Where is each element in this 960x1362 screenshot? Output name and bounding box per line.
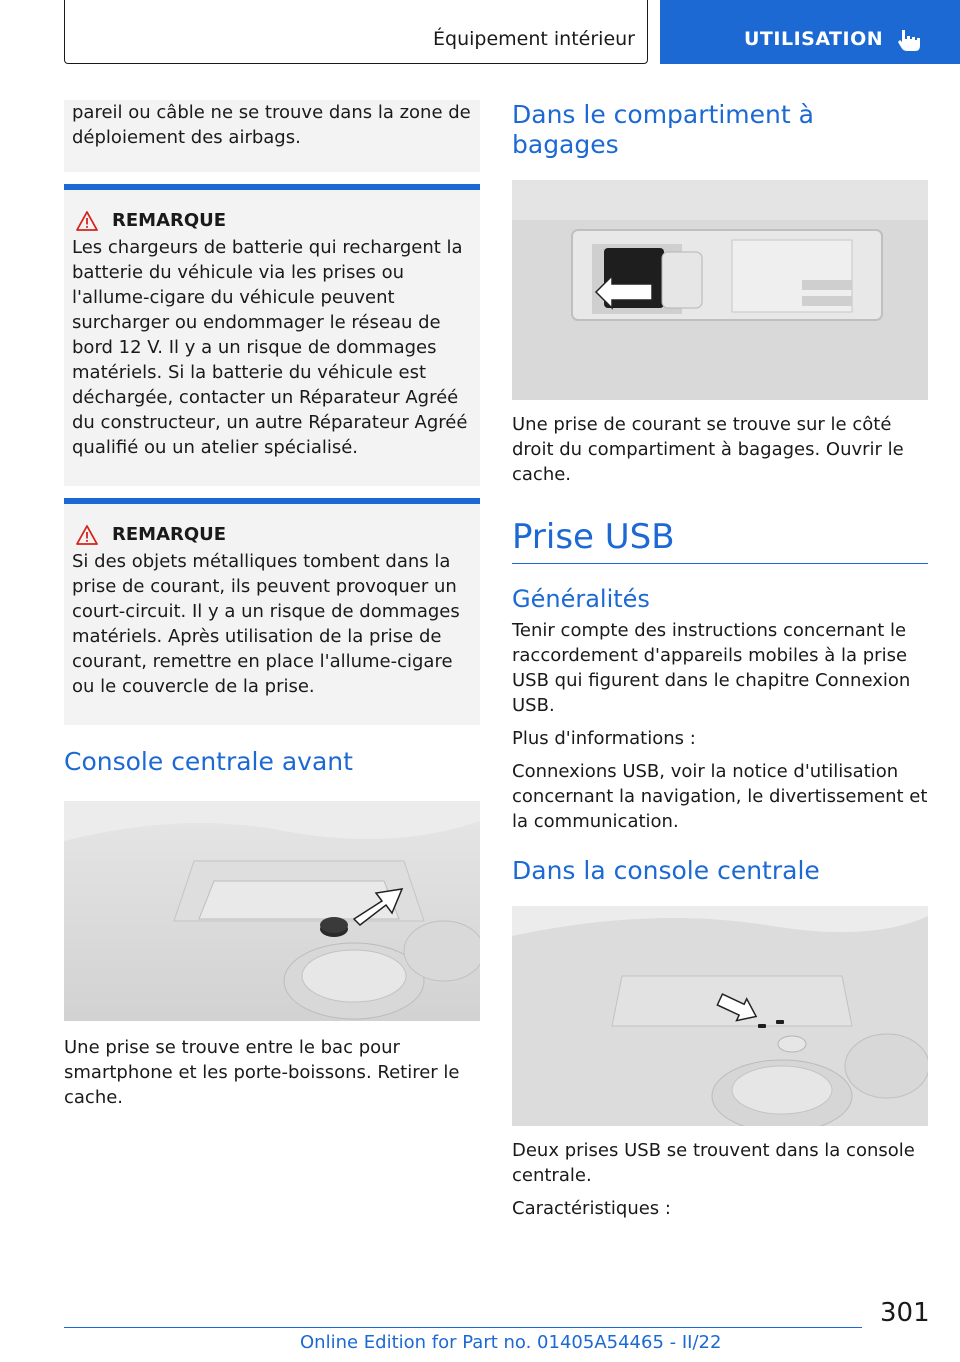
header-chapter-tab [660,0,960,64]
notice-2-header [72,524,472,545]
center-console-caption: Deux prises USB se trouvent dans la console centrale. [512,1140,915,1186]
notice-1-title: REMARQUE [112,210,227,231]
general-paragraph-2: Plus d'informations : [512,728,696,749]
notice-2-title: REMARQUE [112,524,227,545]
footer-rule [64,1327,862,1328]
warning-triangle-icon [76,211,98,231]
intro-text: pareil ou câble ne se trouve dans la zone de déploiement des airbags. [72,102,471,148]
center-console-usb-image [512,906,928,1126]
pointing-hand-icon [896,26,922,52]
heading-front-console: Console centrale avant [64,747,353,776]
heading-general: Généralités [512,585,650,613]
front-console-image [64,801,480,1021]
heading-trunk: Dans le compartiment à bagages [512,100,814,159]
notice-1-header [72,210,472,231]
header-section-tab [64,0,648,64]
general-paragraph-1: Tenir compte des instructions concernant le raccordement d'appareils mobiles à la prise USB qui figurent dans le chapitre Connexion USB. [512,620,911,716]
header-section-title: Équipement intérieur [433,28,635,50]
general-paragraph-3: Connexions USB, voir la notice d'utilisation concernant la navigation, le divertissement et la communication. [512,761,928,832]
heading-center-console: Dans la console centrale [512,856,820,885]
heading-usb: Prise USB [512,517,675,557]
notice-2 [64,498,480,725]
trunk-caption: Une prise de courant se trouve sur le côté droit du compartiment à bagages. Ouvrir le cache. [512,414,904,485]
notice-1 [64,184,480,486]
notice-1-text: Les chargeurs de batterie qui rechargent la batterie du véhicule via les prises ou l'allume-cigare du véhicule peuvent surcharger ou endommager le réseau de bord 12 V. Il y a un risque de dommages matériels. Si la batterie du véhicule est déchargée, contacter un Réparateur Agréé du constructeur, un autre Réparateur Agréé qualifié ou un atelier spécialisé. [72,237,468,458]
front-console-caption: Une prise se trouve entre le bac pour smartphone et les porte-boissons. Retirer le cache. [64,1037,460,1108]
characteristics-label: Caractéristiques : [512,1198,671,1219]
page-number: 301 [880,1298,930,1328]
trunk-socket-image [512,180,928,400]
right-column [512,100,928,1221]
footer-edition: Online Edition for Part no. 01405A54465 - II/22 [300,1332,722,1353]
notice-2-text: Si des objets métalliques tombent dans la prise de courant, ils peuvent provoquer un court-circuit. Il y a un risque de dommages matériels. Après utilisation de la prise de courant, remettre en place l'allume-cigare ou le couvercle de la prise. [72,551,460,697]
header-chapter-title: UTILISATION [744,28,884,50]
left-column [64,100,480,1110]
warning-triangle-icon [76,525,98,545]
intro-box [64,100,480,172]
